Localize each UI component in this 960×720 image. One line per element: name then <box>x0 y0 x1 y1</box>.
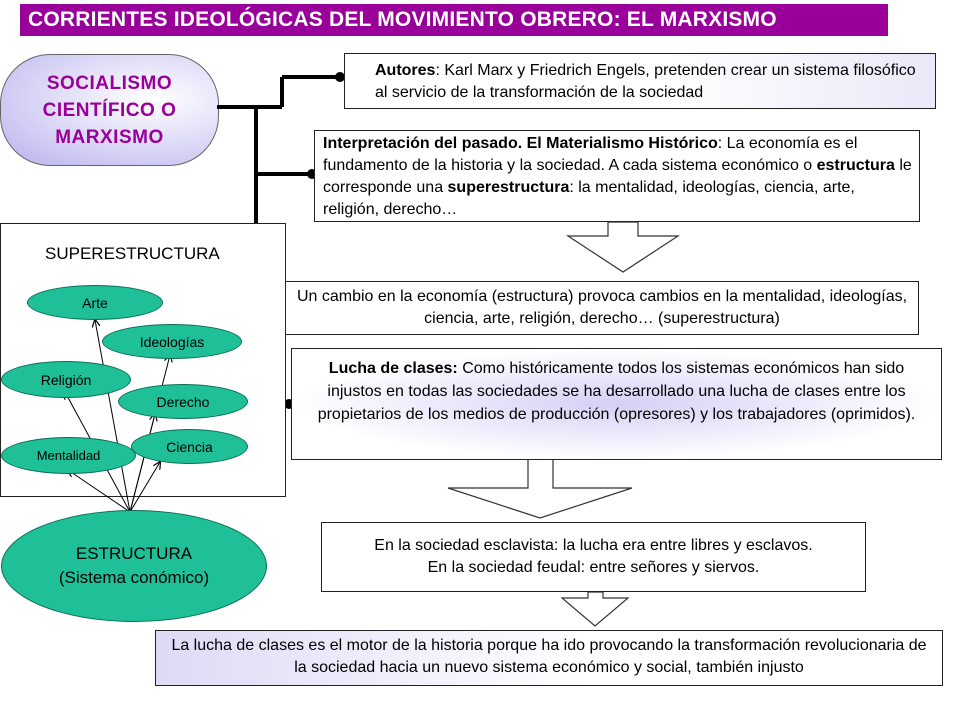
estructura-node <box>1 510 267 622</box>
autores-text: : Karl Marx y Friedrich Engels, pretenden crear un sistema filosófico al servicio de la transformación de la sociedad <box>375 62 916 101</box>
motor-text: La lucha de clases es el motor de la historia porque ha ido provocando la transformación revolucionaria de la sociedad hacia un nuevo sistema económico y social, también injusto <box>171 637 927 676</box>
estructura-label: ESTRUCTURA <box>75 544 193 563</box>
cambio-text: Un cambio en la economía (estructura) provoca cambios en la mentalidad, ideologías, ciencia, arte, religión, derecho… (superestructura) <box>296 288 908 327</box>
superestructura-heading: SUPERESTRUCTURA <box>45 244 220 263</box>
autores-label: Autores <box>375 62 436 79</box>
derecho-node: Derecho <box>118 384 248 419</box>
interpretacion-text: : La economía es el fundamento de la historia y la sociedad. A cada sistema económico o <box>323 135 858 174</box>
page-title: CORRIENTES IDEOLÓGICAS DEL MOVIMIENTO OBRERO: EL MARXISMO <box>20 4 888 36</box>
lucha-text: Como históricamente todos los sistemas económicos han sido injustos en todas las sociedades se ha desarrollado una lucha de clases entre los propietarios de los medios de producción (opresores) y los trabajadores (oprimidos). <box>317 360 916 423</box>
ciencia-node: Ciencia <box>131 429 248 464</box>
pill-line-2: CIENTÍFICO O <box>42 99 177 121</box>
interpretacion-text-2: le corresponde una <box>323 157 912 196</box>
sociedad-esclavista: En la sociedad esclavista: la lucha era entre libres y esclavos. <box>374 537 813 554</box>
sociedad-feudal: En la sociedad feudal: entre señores y siervos. <box>427 559 760 576</box>
ideologias-node: Ideologías <box>102 324 242 359</box>
arte-node: Arte <box>27 285 163 320</box>
estructura-sublabel: (Sistema conómico) <box>58 568 210 587</box>
estructura-term: estructura <box>816 157 895 174</box>
mentalidad-node: Mentalidad <box>1 437 136 474</box>
pill-line-3: MARXISMO <box>55 126 164 148</box>
interpretacion-text-3: : la mentalidad, ideologías, ciencia, arte, religión, derecho… <box>323 179 855 218</box>
lucha-label: Lucha de clases: <box>328 360 458 377</box>
religion-node: Religión <box>1 361 131 398</box>
pill-line-1: SOCIALISMO <box>46 72 173 94</box>
interpretacion-label: Interpretación del pasado. El Materialismo Histórico <box>323 135 718 152</box>
superestructura-term: superestructura <box>447 179 570 196</box>
